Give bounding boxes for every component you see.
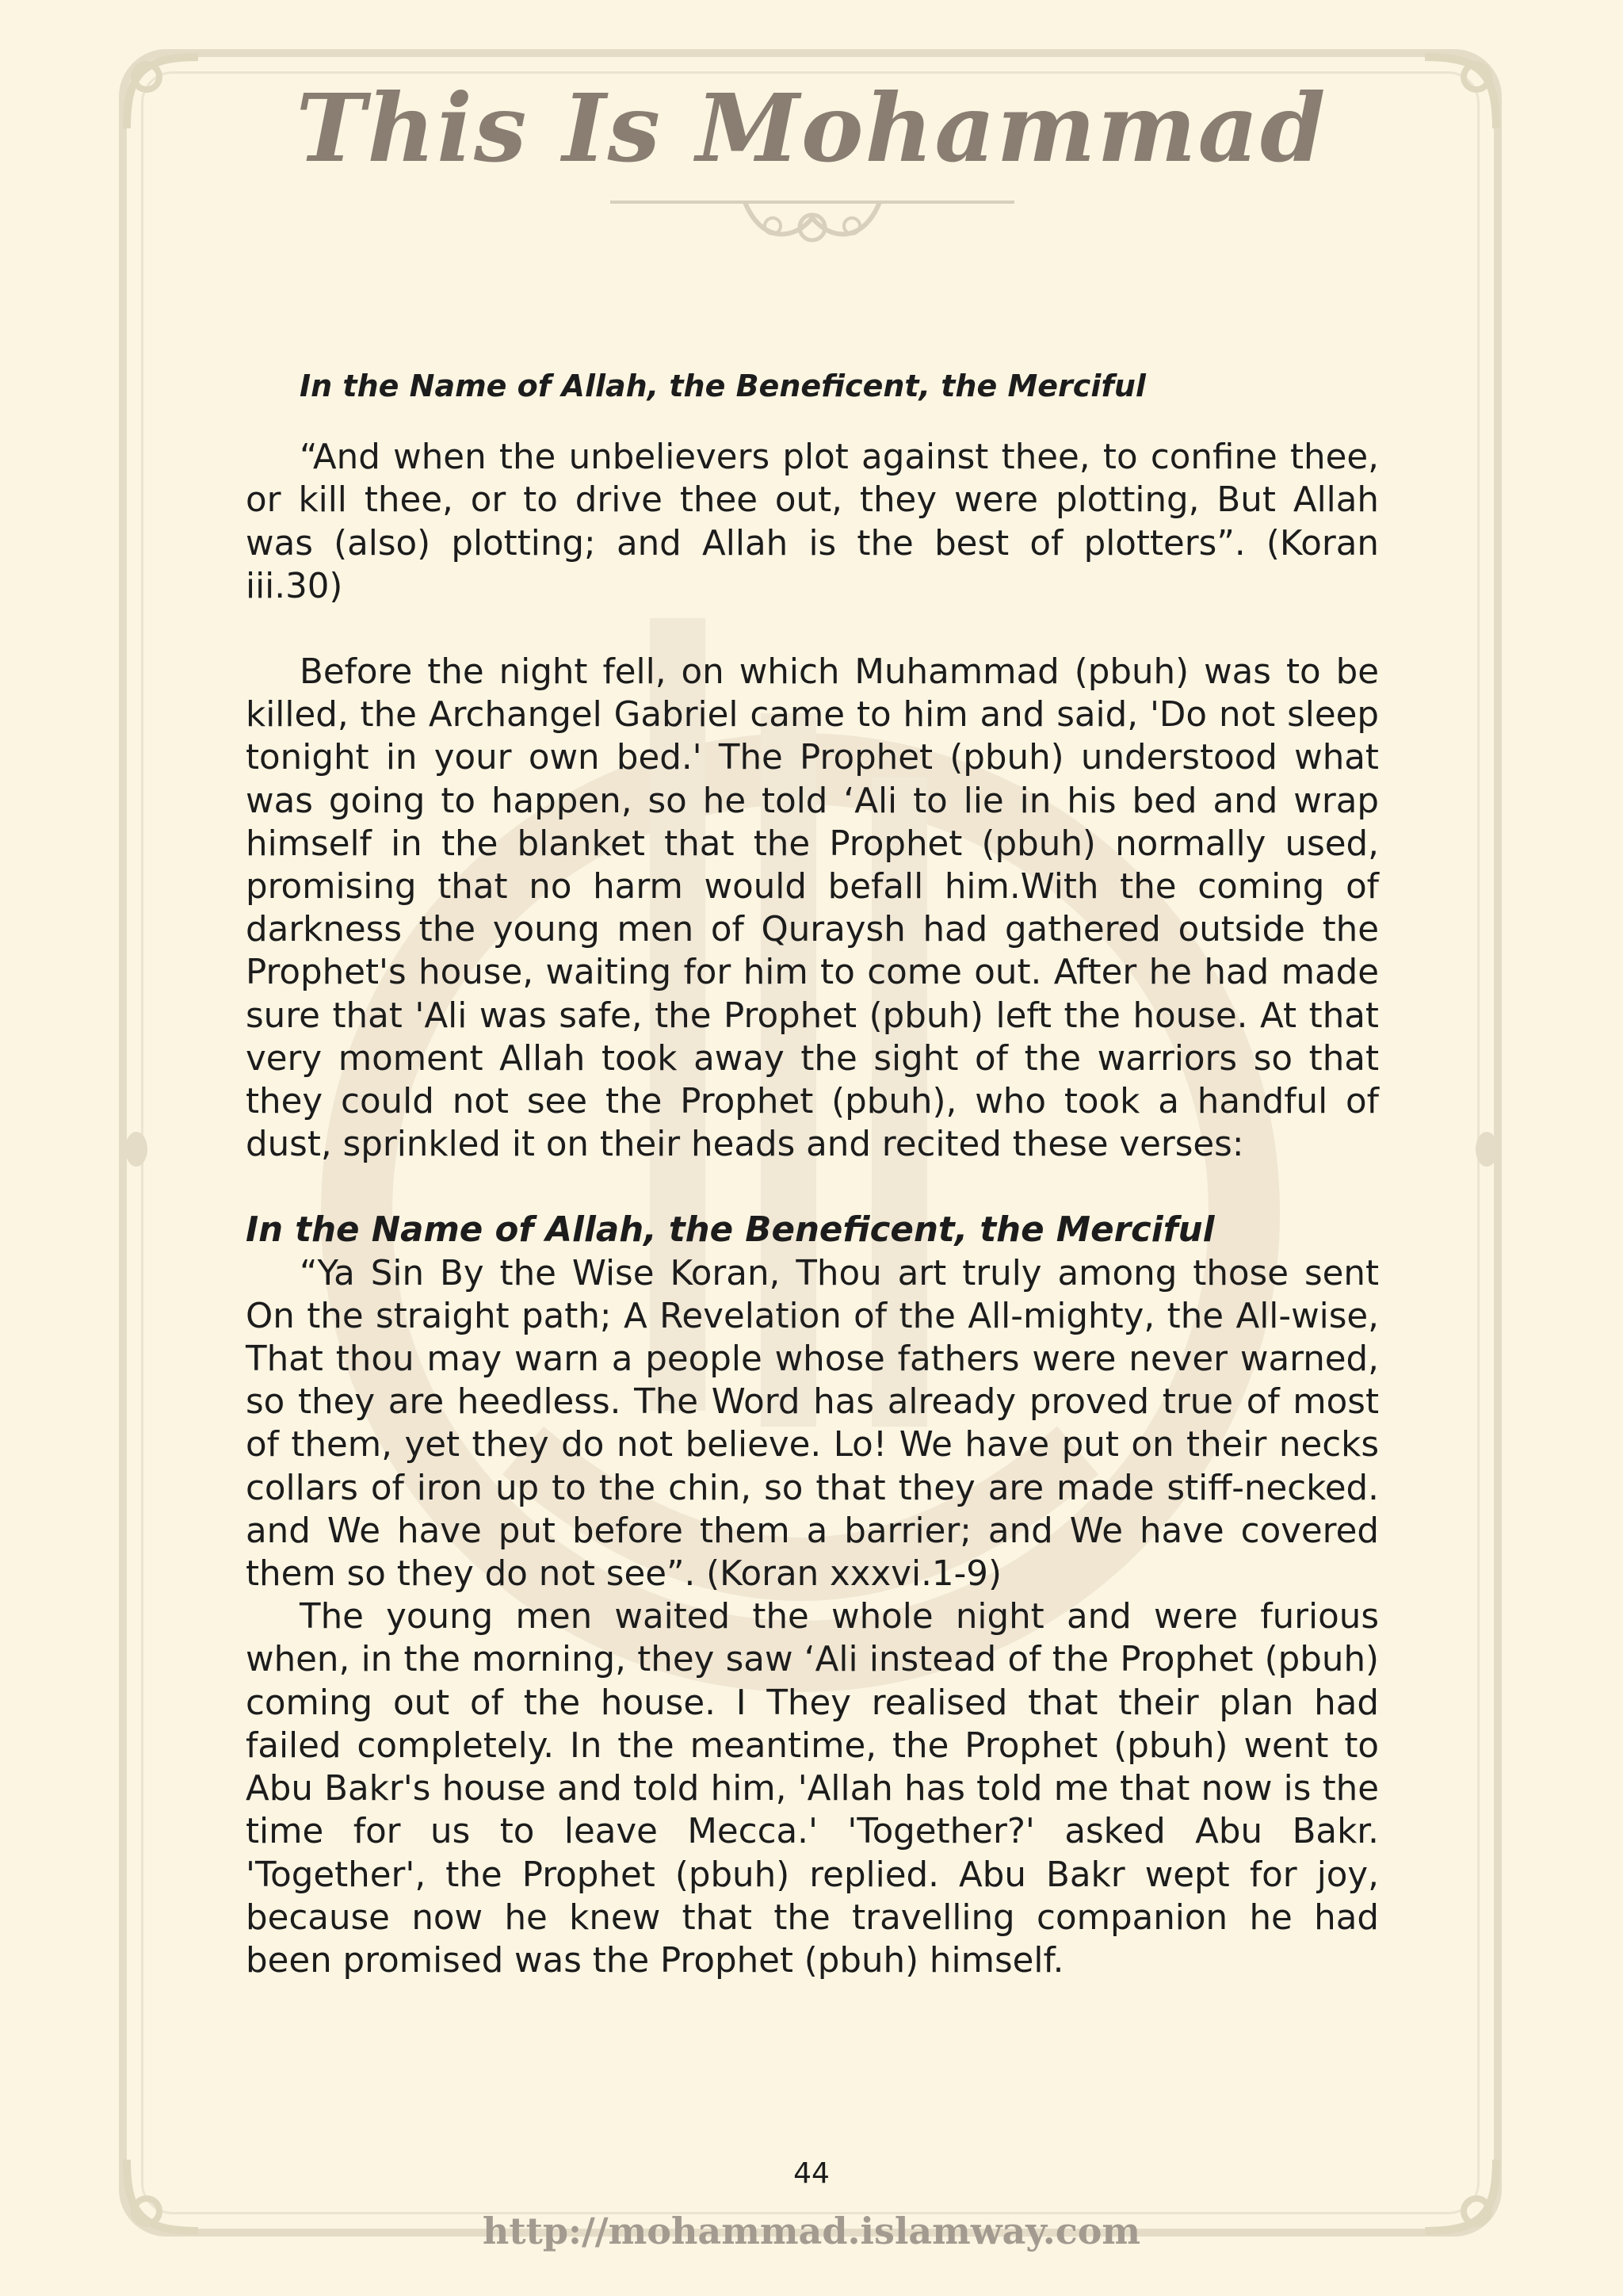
header-flourish-icon (602, 178, 1022, 250)
side-knob-icon (120, 1125, 152, 1173)
side-knob-icon (1471, 1125, 1503, 1173)
article-body (246, 365, 1379, 1982)
footer-url: http://mohammad.islamway.com (482, 2210, 1141, 2252)
paragraph-night: Before the night fell, on which Muhammad (pbuh) was to be killed, the Archangel Gabriel came to him and said, 'Do not sleep tonight in your own bed.' The Prophet (pbuh) understood what was going to happen, so he told ‘Ali to lie in his bed and wrap himself in the blanket that the Prophet (pbuh) normally used, promising that no harm would befall him.With the coming of darkness the young men of Quraysh had gathered outside the Prophet's house, waiting for him to come out. After he had made sure that 'Ali was safe, the Prophet (pbuh) left the house. At that very moment Allah took away the sight of the warriors so that they could not see the Prophet (pbuh), who took a handful of dust, sprinkled it on their heads and recited these verses: (246, 652, 1379, 1165)
page-title: This Is Mohammad (296, 73, 1327, 183)
quote-koran-xxxvi: “Ya Sin By the Wise Koran, Thou art truly among those sent On the straight path; A Revelation of the All-mighty, the All-wise, That thou may warn a people whose fathers were never warned, so they are heedless. The Word has already proved true of most of them, yet they do not believe. Lo! We have put on their necks collars of iron up to the chin, so that they are made stiff-necked. and We have put before them a barrier; and We have covered them so they do not see”. (Koran xxxvi.1-9) (246, 1253, 1379, 1595)
paragraph-morning: The young men waited the whole night and were furious when, in the morning, they saw ‘Ali instead of the Prophet (pbuh) coming out of the house. I They realised that their plan had failed completely. In the meantime, the Prophet (pbuh) went to Abu Bakr's house and told him, 'Allah has told me that now is the time for us to leave Mecca.' 'Together?' asked Abu Bakr. 'Together', the Prophet (pbuh) replied. Abu Bakr wept for joy, because now he knew that the travelling companion he had been promised was the Prophet (pbuh) himself. (246, 1597, 1379, 1981)
quote-koran-iii-30: “And when the unbelievers plot against thee, to confine thee, or kill thee, or to drive thee out, they were plotting, But Allah was (also) plotting; and Allah is the best of plotters”. (Koran iii.30) (246, 437, 1379, 606)
bismillah-heading: In the Name of Allah, the Beneficent, the Merciful (300, 369, 1146, 403)
page-number: 44 (793, 2157, 830, 2190)
bismillah-heading-2: In the Name of Allah, the Beneficent, the Merciful (246, 1210, 1215, 1251)
